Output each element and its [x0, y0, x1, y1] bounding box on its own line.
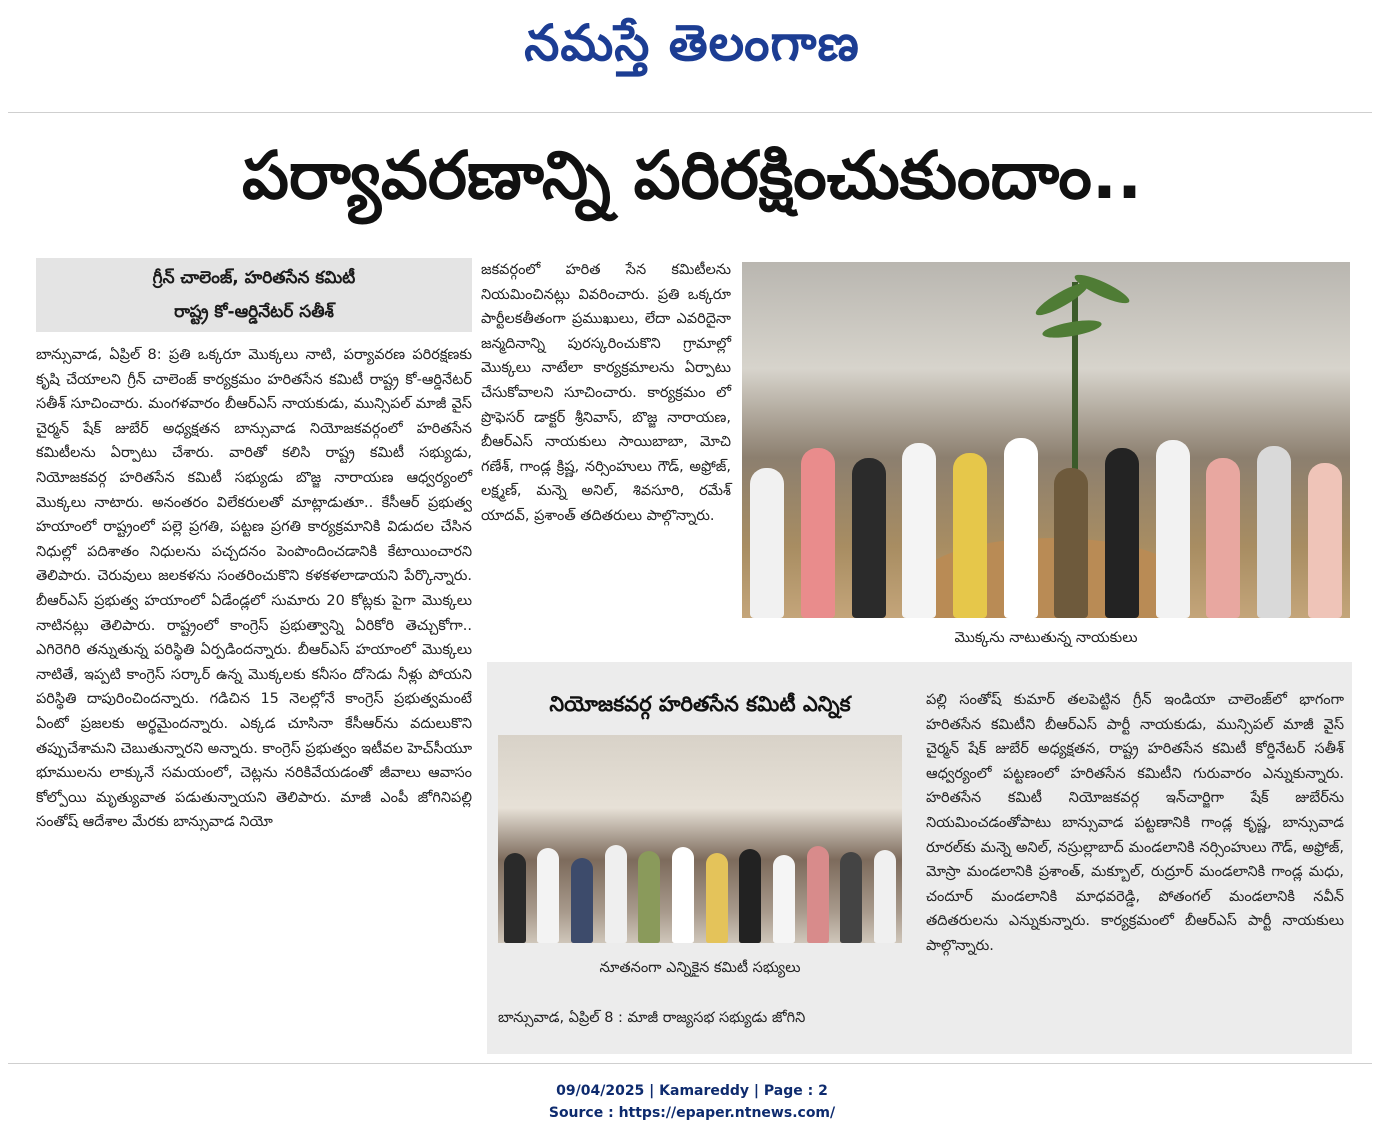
masthead-logo: నమస్తే తెలంగాణ — [524, 14, 860, 72]
article1-column1: బాన్సువాడ, ఏప్రిల్ 8: ప్రతి ఒక్కరూ మొక్కలు నాటి, పర్యావరణ పరిరక్షణకు కృషి చేయాలని గ్రీన్ చాలెంజ్ కార్యక్రమం హరితసేన కమిటీ రాష్ట్ర కో-ఆర్డినేటర్ సతీశ్ సూచించారు. మంగళవారం బీఆర్ఎస్ నాయకుడు, మున్సిపల్ మాజీ వైస్ చైర్మన్ షేక్ జుబేర్ అధ్యక్షతన బాన్సువాడ నియోజకవర్గంలో హరితసేన కమిటీలను ఏర్పాటు చేశారు. వారితో కలిసి రాష్ట్ర కమిటీ సభ్యుడు, నియోజకవర్గ హరితసేన కమిటీ సభ్యుడు బొజ్జ నారాయణ ఆధ్వర్యంలో మొక్కలు నాటారు. అనంతరం విలేకరులతో మాట్లాడుతూ.. కేసీఆర్ ప్రభుత్వ హయాంలో రాష్ట్రంలో పల్లె ప్రగతి, పట్టణ ప్రగతి కార్యక్రమానికి విడుదల చేసిన నిధుల్లో పదిశాతం నిధులను పచ్చదనం పెంపొందించడానికి కేటాయించారని తెలిపారు. చెరువులు జలకళను సంతరించుకొని కళకళలాడాయని పేర్కొన్నారు. బీఆర్ఎస్ ప్రభుత్వ హయాంలో ఏడేండ్లలో సుమారు 20 కోట్లకు పైగా మొక్కలు నాటినట్లు తెలిపారు. రాష్ట్రంలో కాంగ్రెస్ ప్రభుత్వాన్ని ఏరికోరి తెచ్చుకోగా.. ఎగిరెగిరి తన్నుతున్న పరిస్థితి ఏర్పడిందన్నారు. బీఆర్ఎస్ హయాంలో మొక్కలు నాటితే, ఇప్పటి కాంగ్రెస్ సర్కార్ ఉన్న మొక్కలకు కనీసం దోసెడు నీళ్లు పోయని పరిస్థితి దాపురించిందన్నారు. గడిచిన 15 నెలల్లోనే కాంగ్రెస్ ప్రభుత్వమంటే ఏంటో ప్రజలకు అర్థమైందన్నారు. ఎక్కడ చూసినా కేసీఆర్‌ను వదులుకొని తప్పుచేశామని చెబుతున్నారని అన్నారు. కాంగ్రెస్ ప్రభుత్వం ఇటీవల హెచ్‌సీయూ భూములను లాక్కునే సమయంలో, చెట్లను నరికివేయడంతో జీవాలు ఆవాసం కోల్పోయి మృత్యువాత పడుతున్నాయని తెలిపారు. మాజీ ఎంపీ జోగినిపల్లి సంతోష్ ఆదేశాల మేరకు బాన్సువాడ నియో — [36, 347, 472, 831]
article1-column2: జకవర్గంలో హరిత సేన కమిటీలను నియమించినట్లు వివరించారు. ప్రతి ఒక్కరూ పార్టీలకతీతంగా ప్రముఖులు, లేదా ఎవరిదైనా జన్మదినాన్ని పురస్కరించుకొని గ్రామాల్లో మొక్కలు నాటేలా కార్యక్రమాలను ఏర్పాటు చేసుకోవాలని సూచించారు. కార్యక్రమం లో ప్రొఫెసర్ డాక్టర్ శ్రీనివాస్, బొజ్జ నారాయణ, బీఆర్ఎస్ నాయకులు సాయిబాబా, మోచి గణేశ్, గాండ్ల క్రిష్ణ, నర్సింహులు గౌడ్, అఫ్రోజ్, లక్ష్మణ్, మన్నె అనిల్, శివసూరి, రమేశ్ యాదవ్, ప్రశాంత్ తదితరులు పాల్గొన్నారు. — [481, 262, 731, 524]
photo2-caption: నూతనంగా ఎన్నికైన కమిటీ సభ్యులు — [599, 960, 801, 976]
photo1-caption: మొక్కను నాటుతున్న నాయకులు — [954, 630, 1138, 646]
committee-members-photo — [498, 735, 902, 943]
footer-date-edition: 09/04/2025 | Kamareddy | Page : 2 — [556, 1083, 828, 1099]
article2-dateline: బాన్సువాడ, ఏప్రిల్ 8 : మాజీ రాజ్యసభ సభ్యుడు జోగిని — [498, 1010, 806, 1026]
article2-subhead: నియోజకవర్గ హరితసేన కమిటీ ఎన్నిక — [549, 692, 851, 716]
subhead-line1: గ్రీన్ చాలెంజ్, హరితసేన కమిటీ — [152, 268, 356, 288]
subhead-line2: రాష్ట్ర కో-ఆర్డినేటర్ సతీశ్ — [174, 302, 334, 322]
page-headline: పర్యావరణాన్ని పరిరక్షించుకుందాం.. — [241, 137, 1143, 214]
tree-planting-photo — [742, 262, 1350, 618]
article2-body: పల్లి సంతోష్ కుమార్ తలపెట్టిన గ్రీన్ ఇండియా చాలెంజ్‌లో భాగంగా హరితసేన కమిటీని బీఆర్ఎస్ పార్టీ నాయకుడు, మున్సిపల్ మాజీ వైస్ చైర్మన్ షేక్ జుబేర్ అధ్యక్షతన, రాష్ట్ర హరితసేన కమిటీ కోర్డినేటర్ సతీశ్ ఆధ్వర్యంలో పట్టణంలో హరితసేన కమిటీని గురువారం ఎన్నుకున్నారు. హరితసేన కమిటీ నియోజకవర్గ ఇన్‌చార్జిగా షేక్ జుబేర్‌ను నియమించడంతోపాటు బాన్సువాడ పట్టణానికి గాండ్ల కృష్ణ, బాన్సువాడ రూరల్‌కు మన్నె అనిల్, నస్రుల్లాబాద్ మండలానికి నర్సింహులు గౌడ్, అఫ్రోజ్, మోస్రా మండలానికి ప్రశాంత్, మక్బూల్, రుద్రూర్ మండలానికి గాండ్ల మధు, చందూర్ మండలానికి మాధవరెడ్డి, పోతంగల్ మండలానికి నవీన్ తదితరులను ఎన్నుకున్నారు. కార్యక్రమంలో బీఆర్ఎస్ పార్టీ నాయకులు పాల్గొన్నారు. — [926, 692, 1344, 954]
footer-source: Source : https://epaper.ntnews.com/ — [548, 1105, 836, 1121]
page-footer — [0, 1080, 1384, 1124]
article1-subhead — [36, 258, 472, 332]
